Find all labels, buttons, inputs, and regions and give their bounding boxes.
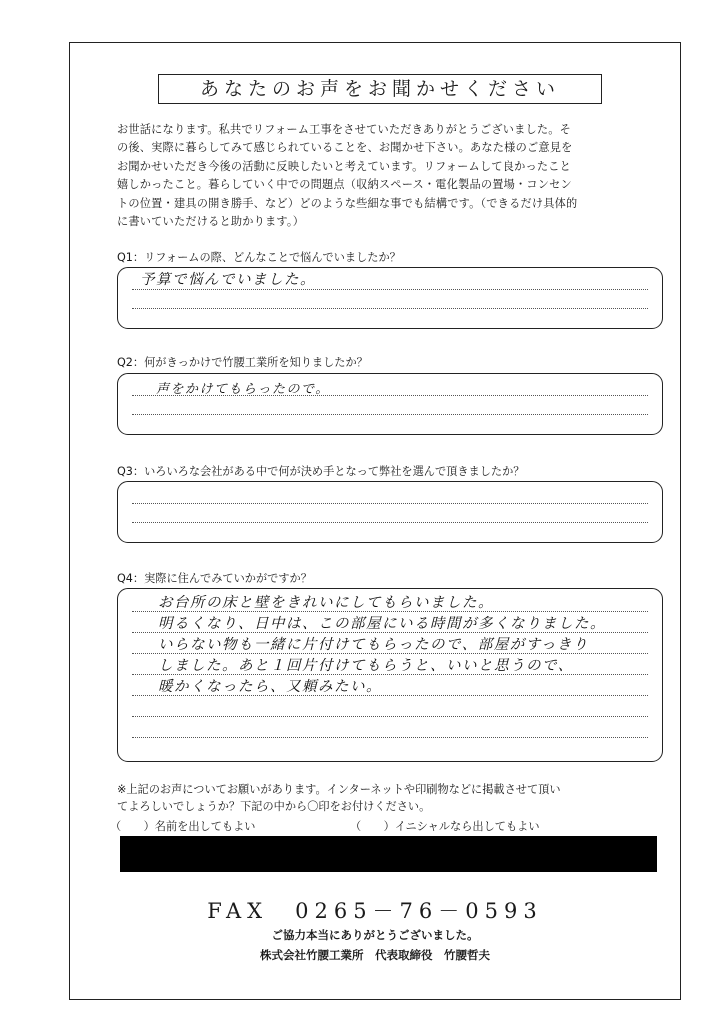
- question-4-answer-box: [117, 588, 663, 762]
- intro-paragraph: [117, 121, 665, 231]
- question-2-answer-box: [117, 373, 663, 435]
- answer-line: [132, 308, 648, 309]
- page-title: あなたのお声をお聞かせください: [158, 74, 602, 104]
- question-3-answer-box: [117, 481, 663, 543]
- question-4-answer-line-4: しました。あと１回片付けてもらうと、いいと思うので、: [158, 658, 574, 674]
- question-4-answer-line-3: いらない物も一緒に片付けてもらったので、部屋がすっきり: [158, 637, 589, 653]
- question-1-answer-line-1: 予算で悩んでいました。: [140, 272, 316, 288]
- questionnaire-sheet: [69, 42, 681, 1000]
- note-line: ※上記のお声についてお願いがあります。インターネットや印刷物などに掲載させて頂い: [117, 783, 561, 796]
- thanks-message: ご協力本当にありがとうございました。: [271, 928, 479, 942]
- choice-name-ok[interactable]: （ ）名前を出してもよい: [110, 820, 256, 833]
- question-4-label: Q4：実際に住んでみていかがですか？: [117, 572, 312, 585]
- answer-line: [132, 503, 648, 504]
- intro-line: お世話になります。私共でリフォーム工事をさせていただきありがとうございました。そ: [117, 123, 572, 136]
- intro-line: トの位置・建具の開き勝手、など）どのような些細な事でも結構です。（できるだけ具体的: [117, 196, 578, 210]
- intro-line: 嬉しかったこと。暮らしていく中での問題点（収納スペース・電化製品の置場・コンセン: [117, 178, 572, 192]
- note-line: てよろしいでしょうか？下記の中から〇印をお付けください。: [117, 800, 431, 813]
- answer-line: [132, 414, 648, 415]
- intro-line: お聞かせいただき今後の活動に反映したいと考えています。リフォームして良かったこと: [117, 159, 572, 173]
- intro-line: の後、実際に暮らしてみて感じられていることを、お聞かせ下さい。あなた様のご意見を: [117, 141, 573, 155]
- question-4-answer-line-2: 明るくなり、日中は、この部屋にいる時間が多くなりました。: [158, 616, 606, 632]
- answer-line: [132, 716, 648, 717]
- question-4-answer-line-1: お台所の床と壁をきれいにしてもらいました。: [158, 595, 494, 611]
- answer-line: [132, 522, 648, 523]
- question-1-label: Q1：リフォームの際、どんなことで悩んでいましたか？: [117, 251, 401, 264]
- fax-number: FAX 0265－76－0593: [207, 899, 543, 923]
- publish-permission-note: [117, 781, 665, 815]
- redacted-block: [120, 836, 657, 872]
- question-2-label: Q2：何がきっかけで竹腰工業所を知りましたか？: [117, 356, 368, 369]
- answer-line: [132, 289, 648, 290]
- intro-line: に書いていただけると助かります。）: [117, 215, 305, 229]
- question-3-label: Q3：いろいろな会社がある中で何が決め手となって弊社を選んで頂きましたか？: [117, 465, 525, 478]
- choice-initials-ok[interactable]: （ ）イニシャルなら出してもよい: [350, 820, 540, 833]
- question-4-answer-line-5: 暖かくなったら、又頼みたい。: [158, 679, 382, 695]
- answer-line: [132, 737, 648, 738]
- question-2-answer-line-1: 声をかけてもらったので。: [156, 382, 330, 397]
- question-1-answer-box: [117, 267, 663, 329]
- company-signature: 株式会社竹腰工業所 代表取締役 竹腰哲夫: [260, 948, 490, 962]
